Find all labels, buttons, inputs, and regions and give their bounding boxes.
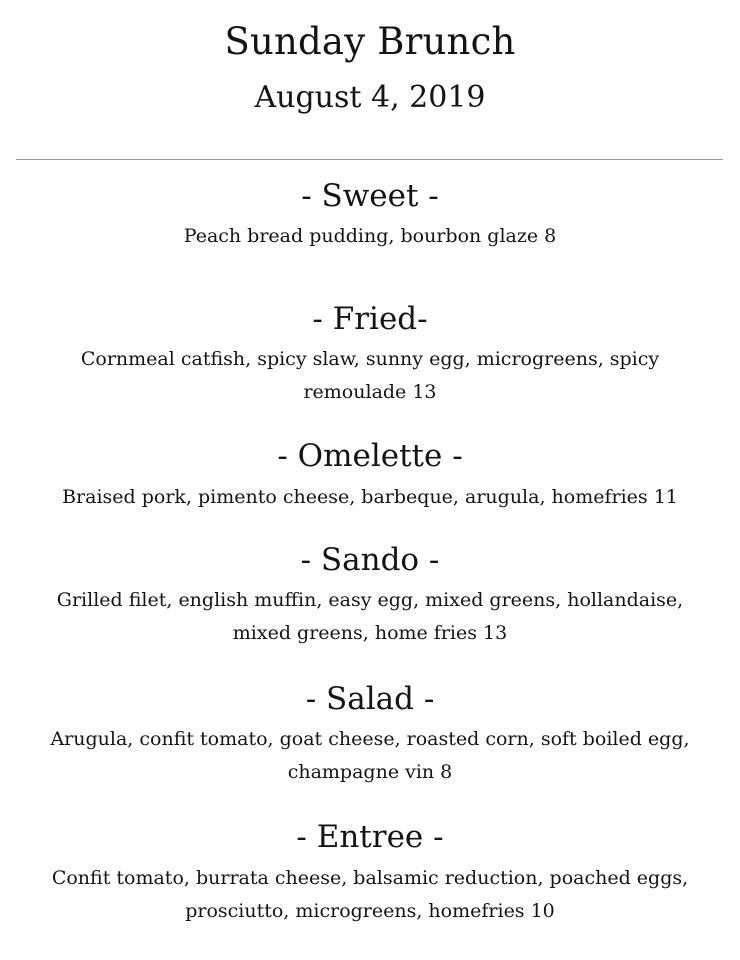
item-line: Peach bread pudding, bourbon glaze 8	[183, 225, 557, 247]
item-line: Confit tomato, burrata cheese, balsamic reduction, poached eggs,	[51, 867, 689, 889]
section-entree	[0, 818, 740, 928]
item-description	[0, 481, 740, 514]
item-description	[0, 584, 740, 650]
section-salad	[0, 680, 740, 789]
section-heading: - Sando -	[300, 542, 440, 578]
item-description	[0, 862, 740, 928]
section-heading: - Omelette -	[277, 438, 463, 474]
item-line: prosciutto, microgreens, homefries 10	[185, 900, 555, 922]
section-sando	[0, 541, 740, 650]
section-fried	[0, 300, 740, 409]
section-omelette	[0, 437, 740, 514]
menu-date: August 4, 2019	[254, 80, 486, 115]
item-line: Cornmeal catfish, spicy slaw, sunny egg, microgreens, spicy	[80, 348, 660, 370]
section-heading: - Fried-	[312, 301, 428, 337]
item-line: mixed greens, home fries 13	[232, 622, 508, 644]
menu-title: Sunday Brunch	[224, 20, 516, 63]
item-line: remoulade 13	[303, 381, 437, 403]
item-line: champagne vin 8	[287, 761, 453, 783]
item-line: Braised pork, pimento cheese, barbeque, arugula, homefries 11	[62, 486, 678, 508]
section-heading: - Sweet -	[301, 178, 439, 214]
item-description	[0, 343, 740, 409]
item-line: Grilled filet, english muffin, easy egg, mixed greens, hollandaise,	[56, 589, 684, 611]
section-heading: - Salad -	[305, 681, 435, 717]
item-line: Arugula, confit tomato, goat cheese, roasted corn, soft boiled egg,	[50, 728, 690, 750]
section-heading: - Entree -	[296, 819, 444, 855]
header-divider	[16, 159, 723, 160]
section-sweet	[0, 177, 740, 253]
item-description	[0, 220, 740, 253]
item-description	[0, 723, 740, 789]
